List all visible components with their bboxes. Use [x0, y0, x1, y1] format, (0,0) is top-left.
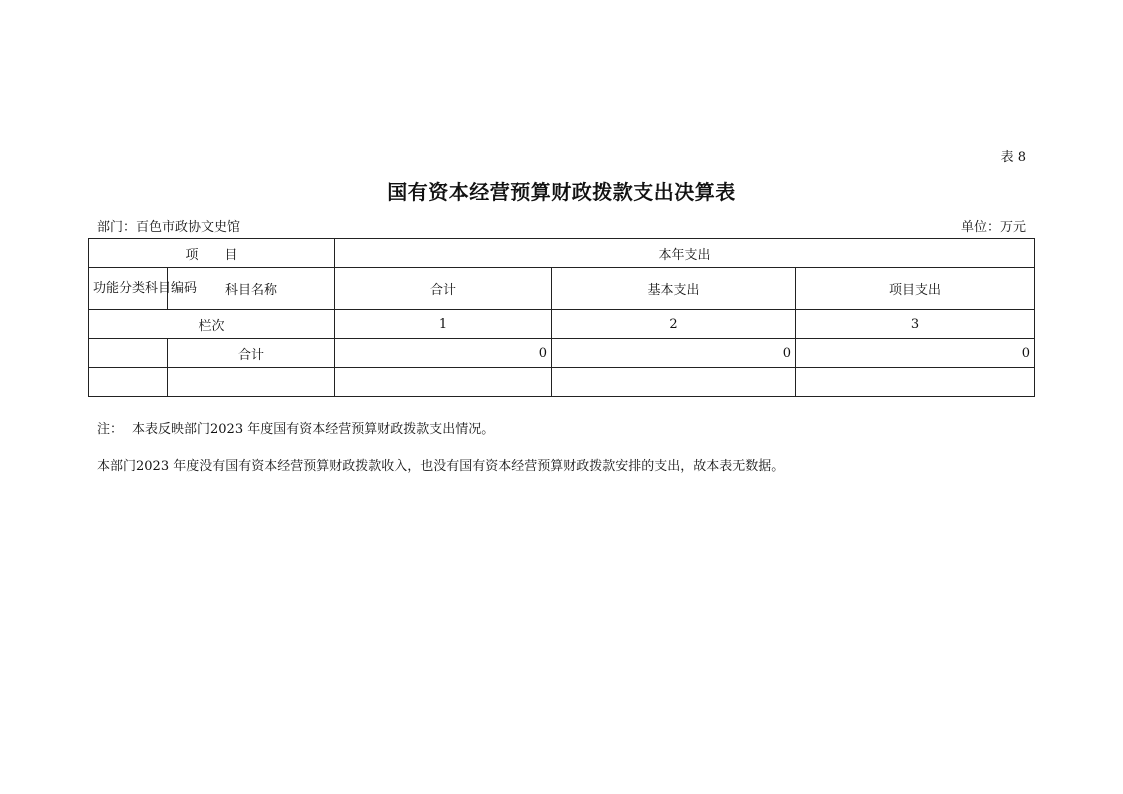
column-number-1: 1 — [335, 310, 552, 339]
header-subject-name-cell: 科目名称 — [168, 268, 335, 310]
empty-row — [89, 368, 1035, 397]
note-label: 注： — [97, 422, 124, 437]
empty-cell — [89, 368, 168, 397]
header-row-2 — [89, 268, 1035, 310]
project-value-cell: 0 — [796, 339, 1035, 368]
note-text-1: 本表反映部门2023 年度国有资本经营预算财政拨款支出情况。 — [132, 422, 495, 437]
header-project-cell: 项目支出 — [796, 268, 1035, 310]
empty-cell — [335, 368, 552, 397]
total-name-cell: 合计 — [168, 339, 335, 368]
department-label: 部门：百色市政协文史馆 — [97, 220, 241, 235]
empty-cell — [796, 368, 1035, 397]
column-number-row — [89, 310, 1035, 339]
header-total-cell: 合计 — [335, 268, 552, 310]
expenditure-table — [88, 238, 1035, 397]
column-label-cell: 栏次 — [89, 310, 335, 339]
header-row-1 — [89, 239, 1035, 268]
note-line-1 — [97, 418, 494, 437]
total-row — [89, 339, 1035, 368]
header-func-code-cell: 功能分类科目编码 — [89, 268, 168, 310]
page-title: 国有资本经营预算财政拨款支出决算表 — [387, 180, 736, 204]
empty-cell — [168, 368, 335, 397]
empty-cell — [552, 368, 796, 397]
note-line-2: 本部门2023 年度没有国有资本经营预算财政拨款收入，也没有国有资本经营预算财政拨款安排的支出，故本表无数据。 — [97, 459, 785, 474]
total-code-cell — [89, 339, 168, 368]
table-number: 表 8 — [1000, 150, 1026, 165]
basic-value-cell: 0 — [552, 339, 796, 368]
header-item-cell: 项 目 — [89, 239, 335, 268]
total-value-cell: 0 — [335, 339, 552, 368]
header-current-year-cell: 本年支出 — [335, 239, 1035, 268]
column-number-2: 2 — [552, 310, 796, 339]
column-number-3: 3 — [796, 310, 1035, 339]
unit-label: 单位：万元 — [960, 220, 1026, 235]
header-basic-cell: 基本支出 — [552, 268, 796, 310]
